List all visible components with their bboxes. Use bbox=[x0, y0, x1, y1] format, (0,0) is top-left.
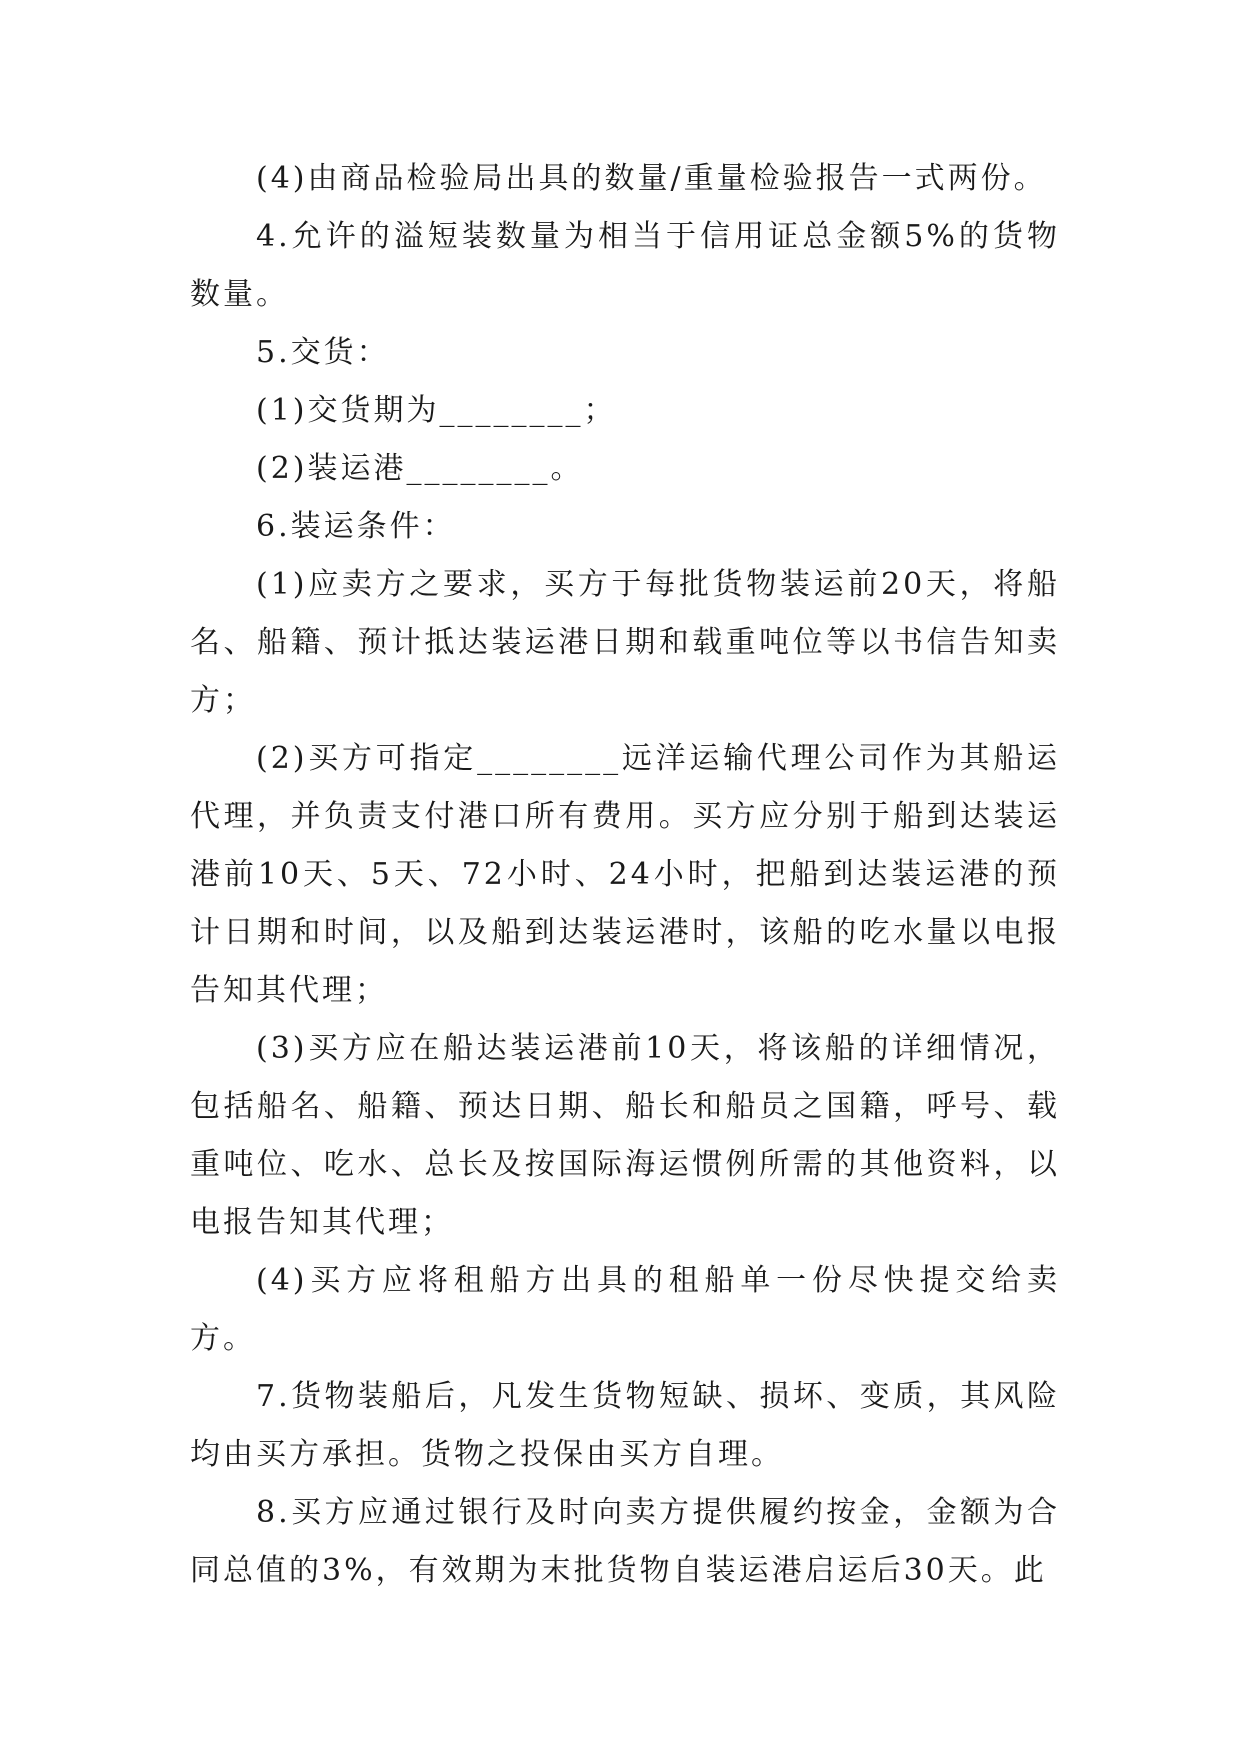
paragraph-delivery-heading: 5.交货： bbox=[256, 335, 390, 370]
paragraph-shipping-agent: (2)买方可指定________远洋运输代理公司作为其船运代理，并负责支付港口所有费用。买方应分别于船到达装运港前10天、5天、72小时、24小时，把船到达装运港的预计日期和时间，以及船到达装运港时，该船的吃水量以电报告知其代理； bbox=[190, 741, 1060, 1008]
paragraph-vessel-notice: (1)应卖方之要求，买方于每批货物装运前20天，将船名、船籍、预计抵达装运港日期和载重吨位等以书信告知卖方； bbox=[190, 567, 1060, 718]
paragraph-vessel-details: (3)买方应在船达装运港前10天，将该船的详细情况，包括船名、船籍、预达日期、船长和船员之国籍，呼号、载重吨位、吃水、总长及按国际海运惯例所需的其他资料，以电报告知其代理； bbox=[190, 1031, 1060, 1240]
paragraph-risk: 7.货物装船后，凡发生货物短缺、损坏、变质，其风险均由买方承担。货物之投保由买方自理。 bbox=[190, 1379, 1060, 1472]
paragraph-performance-bond: 8.买方应通过银行及时向卖方提供履约按金，金额为合同总值的3%，有效期为末批货物自装运港启运后30天。此 bbox=[190, 1495, 1060, 1588]
contract-text bbox=[190, 150, 1060, 1600]
paragraph-delivery-period: (1)交货期为________； bbox=[256, 393, 617, 428]
paragraph-loading-port: (2)装运港________。 bbox=[256, 451, 584, 486]
paragraph-charter-party: (4)买方应将租船方出具的租船单一份尽快提交给卖方。 bbox=[190, 1263, 1060, 1356]
paragraph-overage-shortage: 4.允许的溢短装数量为相当于信用证总金额5%的货物数量。 bbox=[190, 219, 1060, 312]
paragraph-shipment-heading: 6.装运条件： bbox=[256, 509, 456, 544]
paragraph-inspection-report: (4)由商品检验局出具的数量/重量检验报告一式两份。 bbox=[256, 161, 1047, 196]
